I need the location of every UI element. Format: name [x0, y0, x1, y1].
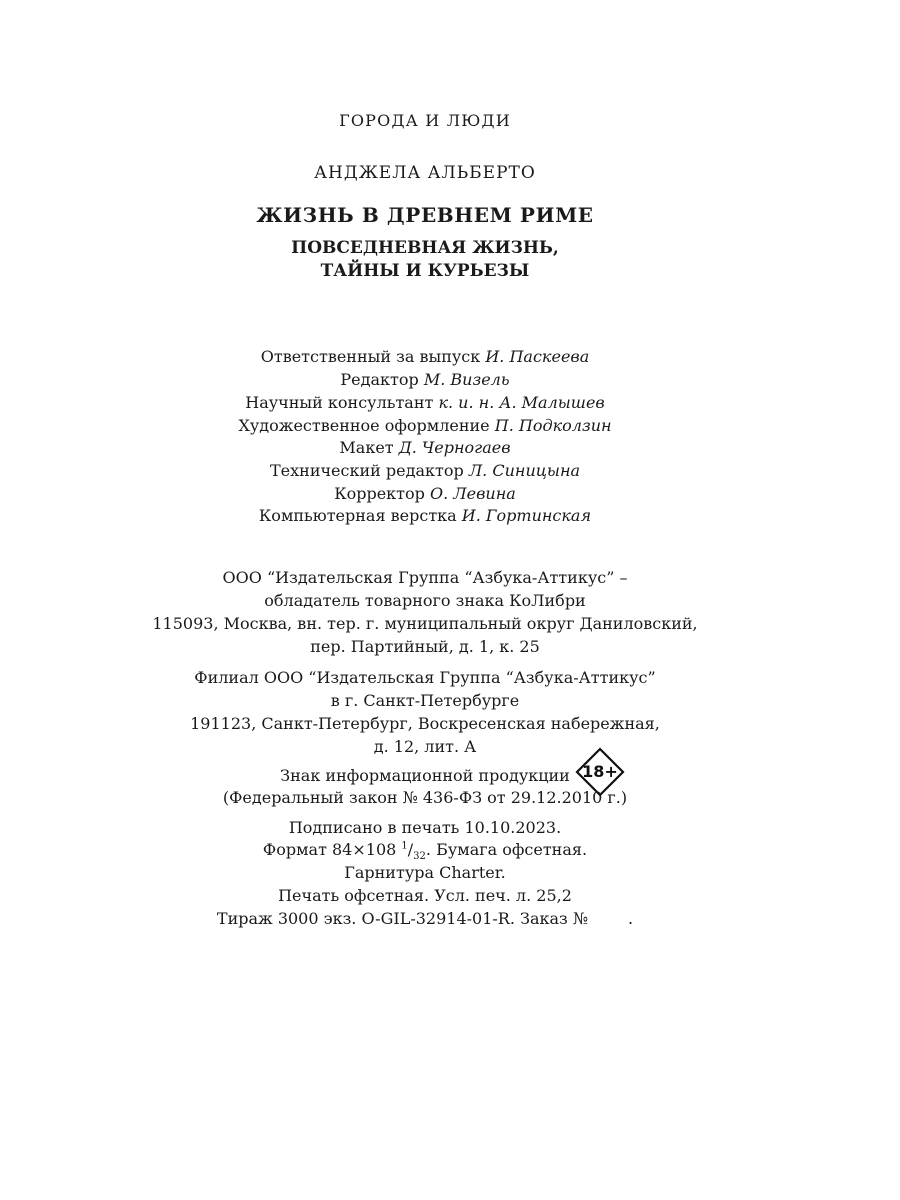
- credit-person: И. Гортинская: [461, 506, 592, 525]
- book-subtitle-line-2: ТАЙНЫ И КУРЬЕЗЫ: [320, 261, 530, 281]
- print-run-end: .: [628, 909, 634, 928]
- credit-person: О. Левина: [429, 484, 516, 503]
- publisher-line: обладатель товарного знака КоЛибри: [264, 591, 586, 610]
- credit-role: Корректор: [334, 484, 425, 503]
- print-format: Формат 84×108 $^1/_{32}$. Бумага офсетная.: [262, 840, 588, 863]
- author-name: АНДЖЕЛА АЛЬБЕРТО: [314, 163, 536, 183]
- print-format-suffix: . Бумага офсетная.: [425, 840, 588, 859]
- credit-line: [0, 347, 850, 367]
- print-run-text: Тираж 3000 экз. O-GIL-32914-01-R. Заказ №: [216, 909, 589, 928]
- credit-role: Макет: [339, 438, 394, 457]
- credit-role: Технический редактор: [269, 461, 464, 480]
- print-format-prefix: Формат 84×108: [262, 840, 397, 859]
- publisher-address-line: 115093, Москва, вн. тер. г. муниципальный округ Даниловский,: [152, 614, 698, 633]
- credit-role: Редактор: [340, 370, 419, 389]
- credit-role: Научный консультант: [245, 393, 434, 412]
- branch-line: в г. Санкт-Петербурге: [330, 691, 520, 710]
- credit-role: Ответственный за выпуск: [260, 347, 481, 366]
- age-rating-badge: [575, 747, 625, 797]
- info-sign-law: (Федеральный закон № 436-ФЗ от 29.12.2010 г.): [222, 788, 628, 807]
- credit-line: [0, 393, 850, 413]
- credit-line: [0, 438, 850, 458]
- print-signed-date: Подписано в печать 10.10.2023.: [288, 818, 562, 837]
- credit-person: И. Паскеева: [485, 347, 590, 366]
- credit-person: М. Визель: [423, 370, 510, 389]
- series-title: ГОРОДА И ЛЮДИ: [339, 111, 511, 130]
- print-typeface: Гарнитура Charter.: [344, 863, 506, 882]
- print-type: Печать офсетная. Усл. печ. л. 25,2: [278, 886, 572, 905]
- print-run: [0, 909, 850, 929]
- credit-person: к. и. н. А. Малышев: [438, 393, 605, 412]
- publisher-address-line: пер. Партийный, д. 1, к. 25: [310, 637, 540, 656]
- print-format-numerator: 1: [401, 840, 408, 852]
- branch-address-line: д. 12, лит. А: [373, 737, 477, 756]
- print-format-denominator: 32: [413, 851, 426, 863]
- branch-address-line: 191123, Санкт-Петербург, Воскресенская набережная,: [190, 714, 660, 733]
- credit-line: [0, 370, 850, 390]
- credit-person: Д. Черногаев: [398, 438, 511, 457]
- credit-role: Компьютерная верстка: [258, 506, 457, 525]
- age-rating-text: 18+: [582, 762, 618, 781]
- credit-person: П. Подколзин: [494, 416, 612, 435]
- book-subtitle-line-1: ПОВСЕДНЕВНАЯ ЖИЗНЬ,: [291, 238, 559, 258]
- credit-role: Художественное оформление: [238, 416, 490, 435]
- credit-line: [0, 484, 850, 504]
- credit-line: [0, 506, 850, 526]
- credit-line: [0, 416, 850, 436]
- branch-line: Филиал ООО “Издательская Группа “Азбука-Аттикус”: [194, 668, 656, 687]
- credit-line: [0, 461, 850, 481]
- credit-person: Л. Синицына: [468, 461, 581, 480]
- info-sign-label: Знак информационной продукции: [280, 766, 570, 785]
- book-title: ЖИЗНЬ В ДРЕВНЕМ РИМЕ: [256, 203, 594, 227]
- publisher-line: ООО “Издательская Группа “Азбука-Аттикус” –: [222, 568, 628, 587]
